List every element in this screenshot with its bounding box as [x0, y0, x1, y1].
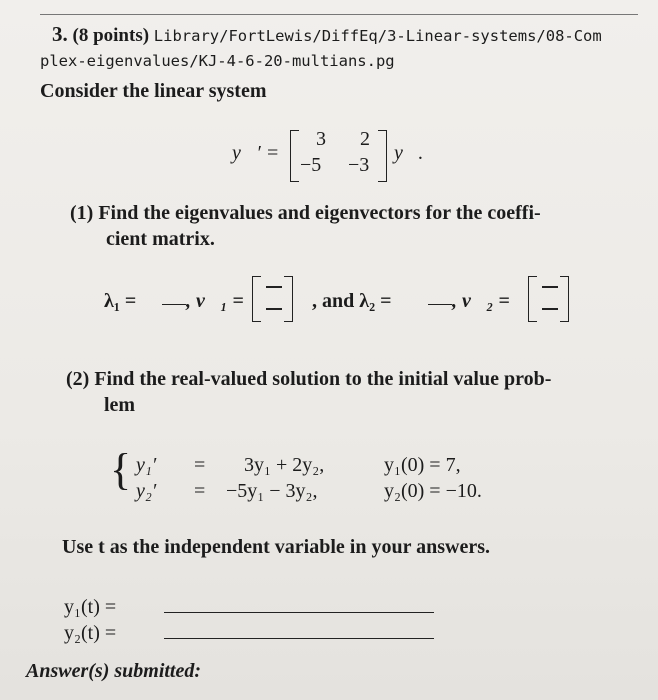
y1-answer-label: y₁(t) = [64, 596, 117, 618]
v1-blank-bottom[interactable] [266, 308, 282, 310]
top-rule [40, 14, 638, 15]
eq1-rhs: 3y₁ + 2y₂, [244, 454, 325, 476]
v1-right-bracket [284, 276, 293, 322]
eq2-initial-condition: y₂(0) = −10. [384, 480, 482, 502]
matrix-a11: 3 [316, 128, 326, 150]
lambda1-label: λ₁ = [104, 290, 137, 312]
y2-answer-label: y₂(t) = [64, 622, 117, 644]
part1-text-line2: cient matrix. [106, 228, 215, 250]
eq1-lhs: y₁′ [136, 454, 157, 476]
v1-label: , v⃗₁ = [186, 290, 244, 312]
problem-number: 3. [52, 22, 68, 46]
matrix-right-bracket [378, 130, 387, 182]
system-left-brace: { [110, 445, 132, 494]
matrix-a22: −3 [348, 154, 370, 176]
v2-blank-top[interactable] [542, 286, 558, 288]
v1-blank-top[interactable] [266, 286, 282, 288]
v2-left-bracket [528, 276, 537, 322]
y2-answer-field[interactable] [164, 638, 434, 639]
eq2-equals: = [194, 480, 206, 502]
problem-intro: Consider the linear system [40, 80, 267, 102]
v2-right-bracket [560, 276, 569, 322]
v2-blank-bottom[interactable] [542, 308, 558, 310]
part2-text-line2: lem [104, 394, 136, 416]
problem-path-2: plex-eigenvalues/KJ-4-6-20-multians.pg [40, 52, 395, 70]
eq1-initial-condition: y₁(0) = 7, [384, 454, 461, 476]
matrix-equation [232, 128, 442, 188]
matrix-rhs: y⃗. [394, 142, 424, 164]
v1-left-bracket [252, 276, 261, 322]
eq1-equals: = [194, 454, 206, 476]
eq2-lhs: y₂′ [136, 480, 157, 502]
y1-answer-field[interactable] [164, 612, 434, 613]
lambda2-label: , and λ₂ = [312, 290, 392, 312]
v2-label: , v⃗₂ = [452, 290, 510, 312]
matrix-a12: 2 [360, 128, 370, 150]
problem-path-1: Library/FortLewis/DiffEq/3-Linear-systems/08-Com [153, 27, 602, 45]
part2-text-line1: (2) Find the real-valued solution to the initial value prob- [66, 368, 552, 390]
eq2-rhs: −5y₁ − 3y₂, [226, 480, 318, 502]
lambda2-blank[interactable] [428, 290, 452, 313]
problem-points: (8 points) [72, 25, 150, 46]
answers-submitted-label: Answer(s) submitted: [26, 660, 202, 682]
matrix-a21: −5 [300, 154, 322, 176]
problem-header [52, 22, 602, 47]
matrix-left-bracket [290, 130, 299, 182]
matrix-lhs: y⃗′ = [232, 142, 280, 164]
lambda1-blank[interactable] [162, 290, 186, 313]
instruction-text: Use t as the independent variable in your answers. [62, 536, 490, 558]
eigen-answer-row [104, 290, 624, 340]
part1-text-line1: (1) Find the eigenvalues and eigenvectors for the coeffi- [70, 202, 541, 224]
